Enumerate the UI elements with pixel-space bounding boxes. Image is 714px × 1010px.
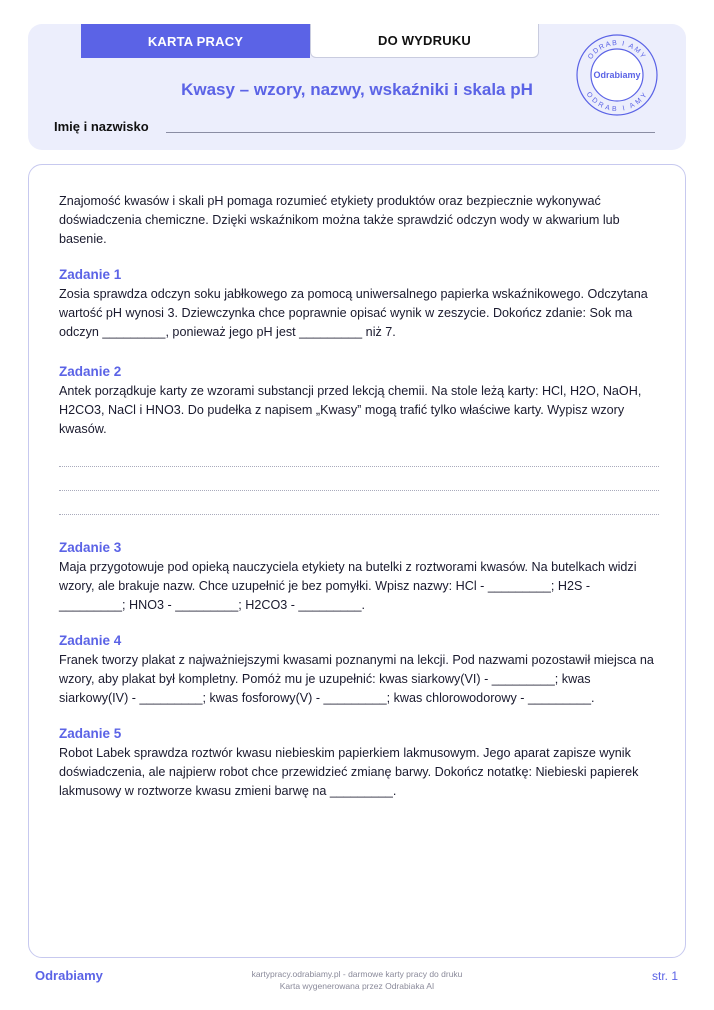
answer-line[interactable] xyxy=(59,443,659,467)
answer-lines[interactable] xyxy=(59,443,659,515)
task-2 xyxy=(59,364,659,515)
stamp-center-text: Odrabiamy xyxy=(593,70,641,80)
task-text: Franek tworzy plakat z najważniejszymi kwasami poznanymi na lekcji. Pod nazwami pozostawił miejsca na wzory, aby plakat był kompletny. Pomóż mu je uzupełnić: kwas siarkowy(VI) - _________; kwas siarkowy(IV) - _________; kwas fosforowy(V) - _________; kwas chlorowodorowy - _________. xyxy=(59,653,654,705)
name-input-line[interactable] xyxy=(166,132,655,133)
answer-line[interactable] xyxy=(59,491,659,515)
stamp-top-text: ODRAB I AMY xyxy=(587,39,647,61)
worksheet-body xyxy=(28,164,686,958)
odrabiamy-stamp-icon xyxy=(574,32,660,118)
worksheet-content xyxy=(59,192,659,801)
task-5 xyxy=(59,726,659,801)
page-number: str. 1 xyxy=(651,969,678,983)
task-title: Zadanie 4 xyxy=(59,633,122,648)
task-title: Zadanie 5 xyxy=(59,726,122,741)
task-text: Robot Labek sprawdza roztwór kwasu niebieskim papierkiem lakmusowym. Jego aparat zapisze wynik doświadczenia, ale najpierw robot chce przewidzieć zmianę barwy. Dokończ notatkę: Niebieski papierek lakmusowy w roztworze kwasu zmieni barwę na _________. xyxy=(59,746,639,798)
answer-line[interactable] xyxy=(59,467,659,491)
intro-text: Znajomość kwasów i skali pH pomaga rozumieć etykiety produktów oraz bezpiecznie wykonywać doświadczenia chemiczne. Dzięki wskaźnikom można także sprawdzić odczyn wody w akwarium lub basenie. xyxy=(59,194,620,246)
footer-generated-text: Karta wygenerowana przez Odrabiaka AI xyxy=(279,981,435,991)
footer-site-text: kartypracy.odrabiamy.pl - darmowe karty pracy do druku xyxy=(251,969,463,979)
footer-info xyxy=(200,968,514,992)
task-title: Zadanie 1 xyxy=(59,267,122,282)
header-card xyxy=(28,24,686,150)
task-title: Zadanie 2 xyxy=(59,364,122,379)
footer-brand[interactable]: Odrabiamy xyxy=(35,968,103,983)
page-title: Kwasy – wzory, nazwy, wskaźniki i skala pH xyxy=(181,80,533,99)
tab-print[interactable]: DO WYDRUKU xyxy=(310,24,539,58)
tab-worksheet[interactable]: KARTA PRACY xyxy=(81,24,310,58)
stamp-bottom-text: ODRAB I AMY xyxy=(584,90,650,114)
task-3 xyxy=(59,540,659,615)
name-label: Imię i nazwisko xyxy=(54,119,149,134)
task-text: Maja przygotowuje pod opieką nauczyciela etykiety na butelki z roztworami kwasów. Na butelkach widzi wzory, ale brakuje nazw. Chce uzupełnić je bez pomyłki. Wpisz nazwy: HCl - _________; H2S - _________; HNO3 - _________; H2CO3 - _________. xyxy=(59,560,637,612)
task-text: Antek porządkuje karty ze wzorami substancji przed lekcją chemii. Na stole leżą karty: HCl, H2O, NaOH, H2CO3, NaCl i HNO3. Do pudełka z napisem „Kwasy” mogą trafić tylko właściwe karty. Wypisz wzory kwasów. xyxy=(59,384,642,436)
task-text: Zosia sprawdza odczyn soku jabłkowego za pomocą uniwersalnego papierka wskaźnikowego. Odczytana wartość pH wynosi 3. Dziewczynka chce poprawnie opisać wynik w zeszycie. Dokończ zdanie: Sok ma odczyn _________, ponieważ jego pH jest _________ niż 7. xyxy=(59,287,648,339)
task-4 xyxy=(59,633,659,708)
task-1 xyxy=(59,267,659,342)
task-title: Zadanie 3 xyxy=(59,540,122,555)
